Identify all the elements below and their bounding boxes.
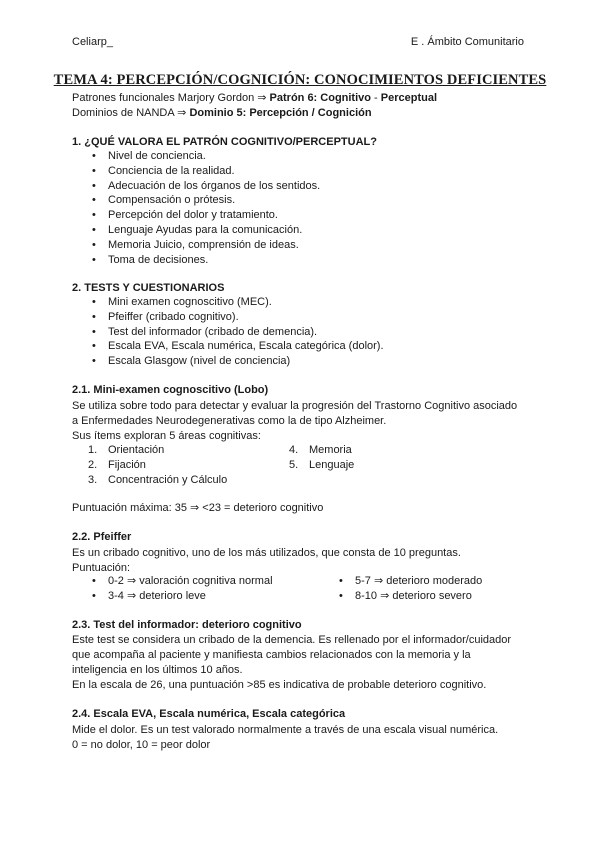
list-item: • 5-7 ⇒ deterioro moderado [339,574,482,589]
section21-para: Sus ítems exploran 5 áreas cognitivas: [72,430,261,442]
section21-para: a Enfermedades Neurodegenerativas como la de tipo Alzheimer. [72,415,387,427]
list-item: • Memoria Juicio, comprensión de ideas. [92,238,320,253]
section23-para: inteligencia en los últimos 10 años. [72,664,243,676]
section2-list [92,295,384,369]
list-item: • Nivel de conciencia. [92,149,320,164]
patterns-line-gordon [72,91,437,105]
page-title: TEMA 4: PERCEPCIÓN/COGNICIÓN: CONOCIMIENTOS DEFICIENTES [53,72,547,88]
list-item: • 8-10 ⇒ deterioro severo [339,589,482,604]
list-item: • Escala Glasgow (nivel de conciencia) [92,354,384,369]
list-item: • Escala EVA, Escala numérica, Escala categórica (dolor). [92,339,384,354]
list-item: 3. Concentración y Cálculo [88,473,228,486]
section24-para: Mide el dolor. Es un test valorado normalmente a través de una escala visual numérica. [72,724,499,736]
list-item: 4. Memoria [289,444,352,456]
list-item: • Compensación o prótesis. [92,193,320,208]
list-item: • 3-4 ⇒ deterioro leve [92,589,273,604]
section24-para: 0 = no dolor, 10 = peor dolor [72,739,211,751]
list-item: • Adecuación de los órganos de los sentidos. [92,179,320,194]
patterns-gordon-mid: - [371,92,381,104]
section1-heading: 1. ¿QUÉ VALORA EL PATRÓN COGNITIVO/PERCEPTUAL? [72,136,377,148]
patterns-gordon-prefix: Patrones funcionales Marjory Gordon ⇒ [72,92,270,104]
patterns-gordon-bold: Patrón 6: Cognitivo [269,92,371,104]
section1-list [92,149,320,267]
header-subject: E . Ámbito Comunitario [410,36,524,48]
patterns-nanda-prefix: Dominios de NANDA ⇒ [72,107,190,119]
list-item: • Toma de decisiones. [92,253,320,268]
section22-para: Puntuación: [72,562,131,574]
list-item: • Conciencia de la realidad. [92,164,320,179]
section2-heading: 2. TESTS Y CUESTIONARIOS [72,282,225,294]
header-author: Celiarp_ [72,36,113,48]
list-item: 2. Fijación [88,458,146,471]
section22-scores-left [92,574,273,604]
list-item: • Percepción del dolor y tratamiento. [92,208,320,223]
list-item: • Pfeiffer (cribado cognitivo). [92,310,384,325]
section23-heading: 2.3. Test del informador: deterioro cognitivo [72,619,302,631]
section21-areas-right [289,443,354,473]
section23-para: En la escala de 26, una puntuación >85 es indicativa de probable deterioro cognitivo. [72,679,487,691]
list-item: 5. Lenguaje [289,458,355,471]
section23-para: que acompaña al paciente y manifiesta cambios relacionados con la memoria y la [72,649,471,661]
section22-scores-right [339,574,482,604]
section22-para: Es un cribado cognitivo, uno de los más utilizados, que consta de 10 preguntas. [72,547,461,559]
section23-para: Este test se considera un cribado de la demencia. Es rellenado por el informador/cuidador [72,634,512,646]
section21-para: Se utiliza sobre todo para detectar y evaluar la progresión del Trastorno Cognitivo asociado [72,400,518,412]
patterns-gordon-bold2: Perceptual [380,92,438,104]
section21-heading: 2.1. Mini-examen cognoscitivo (Lobo) [72,384,269,396]
section24-heading: 2.4. Escala EVA, Escala numérica, Escala categórica [72,708,346,720]
section21-areas-left [88,443,227,487]
list-item: • 0-2 ⇒ valoración cognitiva normal [92,574,273,589]
patterns-nanda-bold: Dominio 5: Percepción / Cognición [189,107,372,119]
list-item: • Mini examen cognoscitivo (MEC). [92,295,384,310]
section21-score: Puntuación máxima: 35 ⇒ <23 = deterioro cognitivo [72,502,324,514]
list-item: • Test del informador (cribado de demencia). [92,325,384,340]
list-item: 1. Orientación [88,444,165,456]
list-item: • Lenguaje Ayudas para la comunicación. [92,223,320,238]
section22-heading: 2.2. Pfeiffer [72,531,132,543]
patterns-line-nanda [72,106,372,120]
